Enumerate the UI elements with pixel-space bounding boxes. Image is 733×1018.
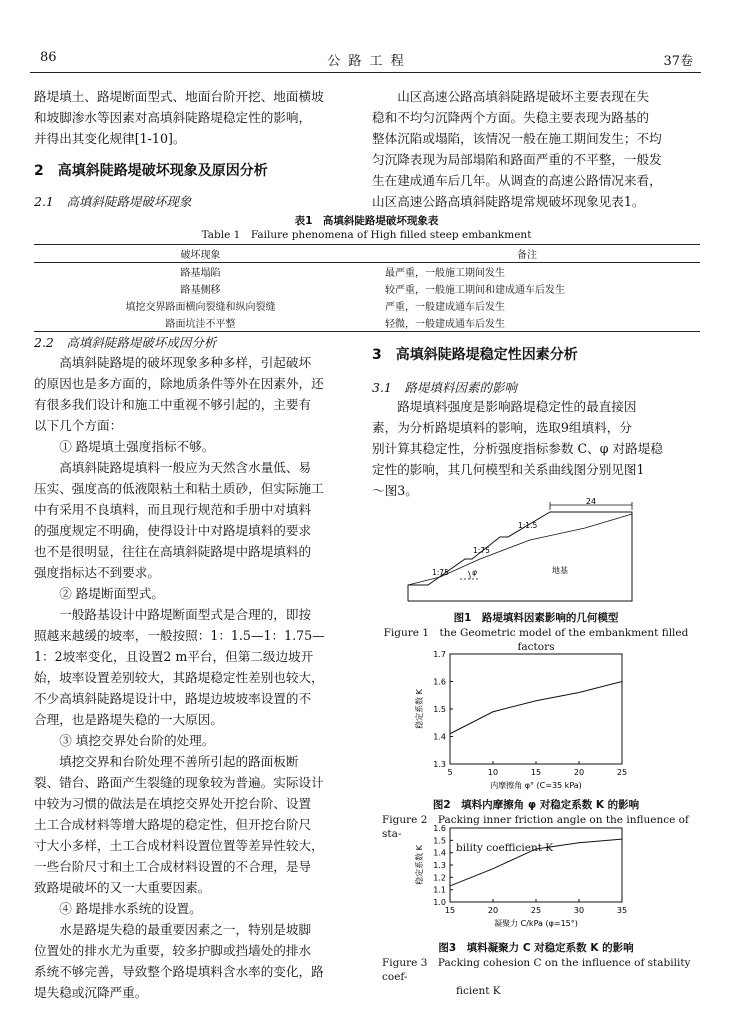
text-line: 路堤填料强度是影响路堤稳定性的最直接因 <box>397 399 637 414</box>
text-line: ① 路堤填土强度指标不够。 <box>59 439 215 454</box>
text-line: 路堤填土、路堤断面型式、地面台阶开挖、地面横坡 <box>34 89 324 104</box>
x-tick-label: 10 <box>487 768 499 777</box>
text-line: 山区高速公路高填斜陡路堤破坏主要表现在失 <box>397 89 650 104</box>
figure-2-caption-cn: 图2 填料内摩擦角 φ 对稳定系数 K 的影响 <box>432 799 640 811</box>
text-line: 位置处的排水尤为重要，较多护脚或挡墙处的排水 <box>34 943 312 958</box>
figure-3-caption-cn: 图3 填料凝聚力 C 对稳定系数 K 的影响 <box>438 942 634 954</box>
text-line: 稳和不均匀沉降两个方面。失稳主要表现为路基的 <box>372 110 650 125</box>
section-3-heading: 3 高填斜陡路堤稳定性因素分析 <box>372 347 578 363</box>
table-cell: 路基塌陷 <box>180 268 221 279</box>
header-rule <box>30 72 701 73</box>
text-line: 以下几个方面： <box>34 418 123 433</box>
y-tick-label: 1.5 <box>433 705 446 714</box>
x-tick-label: 25 <box>530 906 542 915</box>
y-tick-label: 1.3 <box>433 760 446 769</box>
caption-line: Figure 3 Packing cohesion C on the influence of stability coef- <box>382 957 691 983</box>
text-line: 致路堤破坏的又一大重要因素。 <box>34 880 211 895</box>
text-line: 水是路堤失稳的最重要因素之一，特别是坡脚 <box>59 922 312 937</box>
text-line: 素，为分析路堤填料的影响，选取9组填料，分 <box>372 420 632 435</box>
text-line: 高填斜陡路堤填料一般应为天然含水量低、易 <box>59 460 312 475</box>
text-line: 定性的影响，其几何模型和关系曲线图分别见图1 <box>372 462 645 477</box>
text-line: 的原因也是多方面的，除地质条件等外在因素外，还 <box>34 376 324 391</box>
text-line: 的强度规定不明确，使得设计中对路堤填料的要求 <box>34 523 312 538</box>
journal-title: 公 路 工 程 <box>327 54 406 69</box>
table-1 <box>34 244 700 332</box>
text-line: 匀沉降表现为局部塌陷和路面严重的不平整，一般发 <box>372 152 662 167</box>
text-line: 合理，也是路堤失稳的一大原因。 <box>34 712 223 727</box>
x-tick-label: 15 <box>444 906 456 915</box>
y-axis-label: 稳定系数 K <box>415 689 424 729</box>
text-line: ～图3。 <box>372 483 418 498</box>
slope-label: 1:75 <box>473 546 490 555</box>
y-tick-label: 1.5 <box>433 836 446 846</box>
plot-frame <box>450 828 622 902</box>
text-line: 山区高速公路高填斜陡路堤常规破坏现象见表1。 <box>372 194 645 209</box>
table-row <box>34 297 700 314</box>
text-line: 强度指标达不到要求。 <box>34 565 160 580</box>
table-1-caption-en: Table 1 Failure phenomena of High filled steep embankment <box>201 229 532 241</box>
section-2-heading: 2 高填斜陡路堤破坏现象及原因分析 <box>34 163 268 179</box>
text-line: 不少高填斜陡路堤设计中，路堤边坡坡率设置的不 <box>34 691 312 706</box>
x-tick-label: 35 <box>616 906 628 915</box>
text-line: 有很多我们设计和施工中重视不够引起的，主要有 <box>34 397 312 412</box>
slope-label: 1:1.5 <box>518 521 538 530</box>
caption-line: bility coefficient K <box>456 842 554 854</box>
text-line: 压实、强度高的低液限粘土和粘土质砂，但实际施工 <box>34 481 324 496</box>
x-axis-label: 凝聚力 C/kPa (φ=15°) <box>494 919 578 928</box>
y-tick-label: 1.6 <box>433 677 446 687</box>
text-line: ④ 路堤排水系统的设置。 <box>59 901 202 916</box>
figure-3-chart <box>410 818 640 938</box>
caption-line: Figure 2 Packing inner friction angle on the influence of sta- <box>382 814 689 840</box>
section-2-2-heading: 2.2 高填斜陡路堤破坏成因分析 <box>34 335 217 350</box>
data-line <box>450 682 622 734</box>
y-tick-label: 1.1 <box>433 885 446 895</box>
table-1-caption-cn: 表1 高填斜陡路堤破坏现象表 <box>294 215 439 227</box>
y-tick-label: 1.0 <box>433 898 446 907</box>
left-intro-text <box>34 86 352 149</box>
table-cell: 路基侧移 <box>180 285 221 296</box>
text-line: 裂、错台、路面产生裂缝的现象较为普遍。实际设计 <box>34 775 324 790</box>
y-tick-label: 1.4 <box>433 732 446 742</box>
angle-label: φ <box>472 568 477 577</box>
figure-1-diagram <box>400 495 650 607</box>
x-tick-label: 5 <box>447 768 453 777</box>
text-line: 始，坡率设置差别较大，其路堤稳定性差别也较大， <box>34 670 324 685</box>
text-line: 别计算其稳定性，分析强度指标参数 C、φ 对路堤稳 <box>372 441 663 456</box>
text-line: 寸大小多样，土工合成材料设置位置等差异性较大， <box>34 838 324 853</box>
caption-line: ficient K <box>456 985 501 997</box>
x-axis-label: 内摩擦角 φ° (C=35 kPa) <box>490 781 582 790</box>
table-cell: 最严重，一般施工期间发生 <box>385 268 505 279</box>
x-tick-label: 30 <box>573 906 585 915</box>
slope-label: 1:75 <box>432 568 449 577</box>
text-line: 堤失稳或沉降严重。 <box>34 985 148 1000</box>
text-line: 一般路基设计中路堤断面型式是合理的，即按 <box>59 607 312 622</box>
figure-1-caption-en: Figure 1 the Geometric model of the embankment filled factors <box>383 627 689 653</box>
text-line: 一些台阶尺寸和土工合成材料设置的不合理，是导 <box>34 859 312 874</box>
text-line: 和坡脚渗水等因素对高填斜陡路堤稳定性的影响， <box>34 110 312 125</box>
left-body-text <box>34 352 352 1003</box>
text-line: 填挖交界和台阶处理不善所引起的路面板断 <box>59 754 299 769</box>
text-line: 1：2坡率变化，且设置2 m平台，但第二级边坡开 <box>34 649 314 664</box>
text-line: 系统不够完善，导致整个路堤填料含水率的变化，路 <box>34 964 324 979</box>
table-cell: 较严重，一般施工期间和建成通车后发生 <box>385 285 565 296</box>
text-line: 整体沉陷或塌陷，该情况一般在施工期间发生；不均 <box>372 131 662 146</box>
page-number: 86 <box>40 50 57 65</box>
table-cell: 填挖交界路面横向裂缝和纵向裂缝 <box>125 302 276 313</box>
table-row <box>34 263 700 281</box>
table-cell: 严重，一般建成通车后发生 <box>385 302 505 313</box>
table-row <box>34 280 700 297</box>
x-tick-label: 20 <box>573 768 585 777</box>
table-row <box>34 314 700 332</box>
y-tick-label: 1.6 <box>433 824 446 833</box>
text-line: 也不是很明显，往往在高填斜陡路堤中路堤填料的 <box>34 544 312 559</box>
figure-3-caption-en <box>372 956 700 998</box>
text-line: ② 路堤断面型式。 <box>59 586 164 601</box>
figure-1-caption-cn: 图1 路堤填料因素影响的几何模型 <box>453 612 619 624</box>
angle-arc <box>468 571 470 579</box>
width-label: 24 <box>585 497 597 506</box>
x-tick-label: 25 <box>616 768 628 777</box>
table-cell: 路面坑洼不平整 <box>165 319 236 330</box>
y-axis-label: 稳定系数 K <box>415 845 424 885</box>
section-2-1-heading: 2.1 高填斜陡路堤破坏现象 <box>34 194 192 209</box>
table-cell: 轻微，一般建成通车后发生 <box>385 319 505 330</box>
y-tick-label: 1.3 <box>433 861 446 870</box>
table-header: 破坏现象 <box>180 250 221 261</box>
text-line: 中有采用不良填料，而且现行规范和手册中对填料 <box>34 502 312 517</box>
text-line: 并得出其变化规律[1-10]。 <box>34 131 186 146</box>
x-tick-label: 20 <box>487 906 499 915</box>
text-line: 中较为习惯的做法是在填挖交界处开挖台阶、设置 <box>34 796 312 811</box>
section-3-1-heading: 3.1 路堤填料因素的影响 <box>372 380 517 395</box>
text-line: 土工合成材料等增大路堤的稳定性，但开挖台阶尺 <box>34 817 312 832</box>
y-tick-label: 1.4 <box>433 848 446 858</box>
text-line: 高填斜陡路堤的破坏现象多种多样，引起破坏 <box>59 355 312 370</box>
data-line <box>450 839 622 886</box>
right-body-text <box>372 396 698 501</box>
ground-label: 地基 <box>552 566 568 575</box>
figure-2-chart <box>410 644 640 796</box>
plot-frame <box>450 654 622 764</box>
y-tick-label: 1.7 <box>433 650 446 659</box>
y-tick-label: 1.2 <box>433 873 446 883</box>
volume-label: 37卷 <box>663 54 693 69</box>
table-header: 备注 <box>517 250 537 261</box>
x-tick-label: 15 <box>530 768 542 777</box>
right-intro-text <box>372 86 698 212</box>
text-line: 照越来越缓的坡率，一般按照：1：1.5—1：1.75— <box>34 628 325 643</box>
text-line: ③ 填挖交界处台阶的处理。 <box>59 733 215 748</box>
text-line: 生在建成通车后几年。从调查的高速公路情况来看， <box>372 173 662 188</box>
